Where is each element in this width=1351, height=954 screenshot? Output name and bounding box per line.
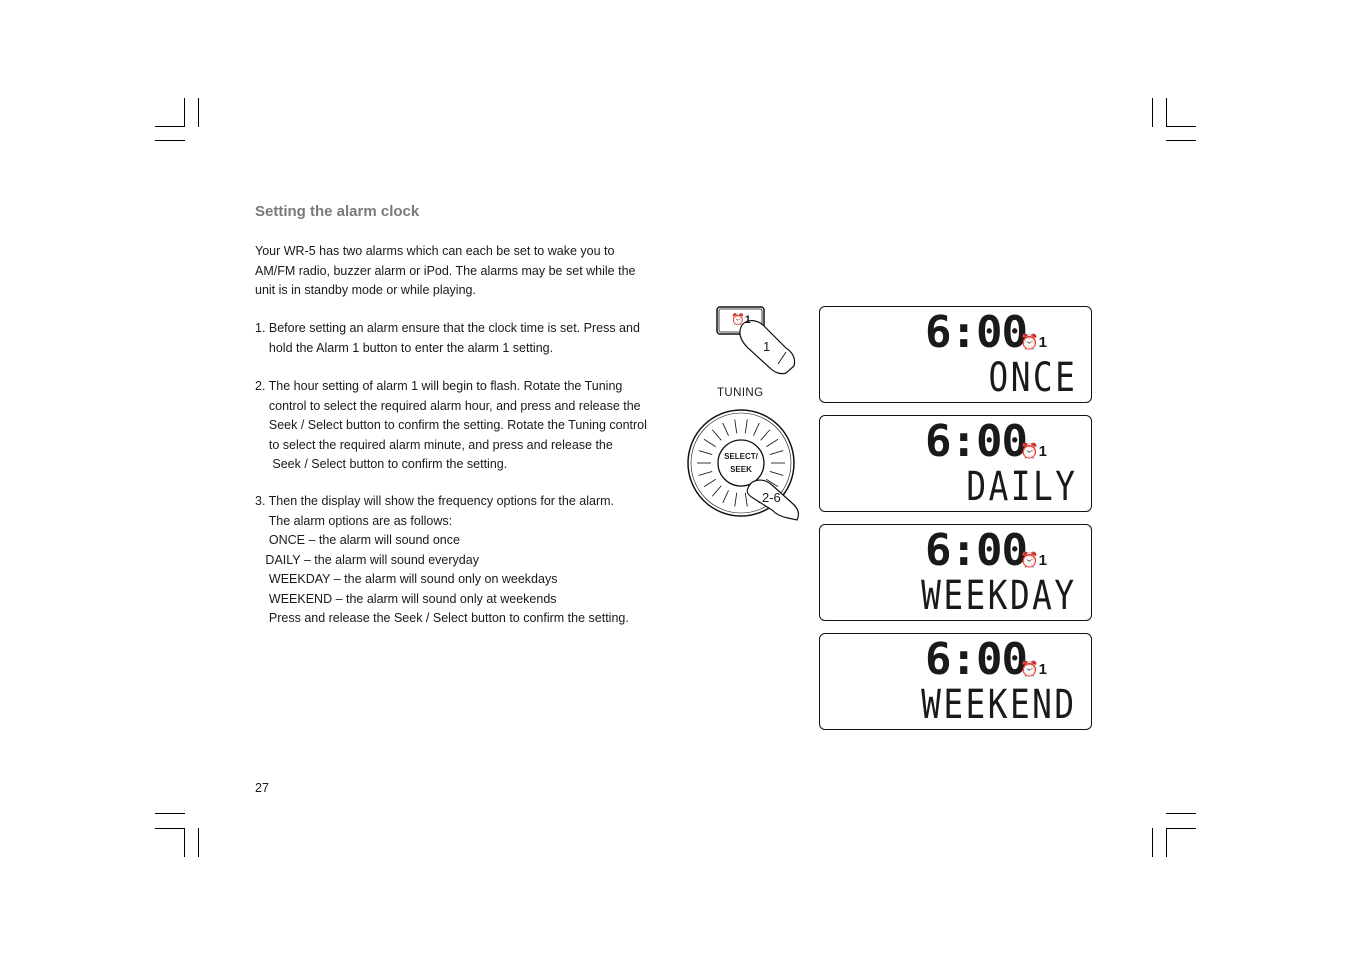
page-number: 27 — [255, 781, 269, 795]
lcd-display-once — [819, 306, 1092, 403]
step-3: 3. Then the display will show the frequency options for the alarm. The alarm options are as follows: ONCE – the alarm will sound once DAILY – the alarm will sound everyday WEEKDAY – the alarm will sound only on weekdays WEEKEND – the alarm will sound only at weekends Press and release the Seek / Select button to confirm the setting. — [255, 494, 629, 625]
step-1: 1. Before setting an alarm ensure that the clock time is set. Press and hold the Alarm 1 button to enter the alarm 1 setting. — [255, 321, 640, 355]
page-title: Setting the alarm clock — [255, 203, 420, 220]
tuning-label: TUNING — [717, 387, 764, 399]
intro-paragraph: Your WR-5 has two alarms which can each be set to wake you to AM/FM radio, buzzer alarm or iPod. The alarms may be set while the unit is in standby mode or while playing. — [255, 244, 636, 297]
select-seek-button — [718, 440, 764, 486]
step-marker-2-6: 2-6 — [762, 490, 781, 505]
alarm-1-indicator: ⏰1 — [1020, 443, 1048, 460]
lcd-mode: DAILY — [965, 464, 1077, 510]
step-marker-1: 1 — [763, 339, 771, 354]
step-2: 2. The hour setting of alarm 1 will begin to flash. Rotate the Tuning control to select the required alarm hour, and press and release the Seek / Select button to confirm the setting. Rotate the Tuning control to select the required alarm minute, and press and release the Seek / Select button to confirm the setting. — [255, 379, 647, 471]
select-label: SELECT/ — [724, 452, 758, 461]
lcd-display-weekend — [819, 633, 1092, 730]
seek-label: SEEK — [730, 465, 752, 474]
alarm-1-indicator: ⏰1 — [1020, 334, 1048, 351]
lcd-mode: WEEKDAY — [921, 573, 1077, 619]
lcd-display-daily — [819, 415, 1092, 512]
alarm-1-indicator: ⏰1 — [1020, 661, 1048, 678]
alarm-1-indicator: ⏰1 — [1020, 552, 1048, 569]
lcd-display-weekday — [819, 524, 1092, 621]
lcd-time: 6:00 — [925, 307, 1027, 358]
lcd-time: 6:00 — [925, 634, 1027, 685]
lcd-time: 6:00 — [925, 525, 1027, 576]
lcd-mode: WEEKEND — [921, 682, 1077, 728]
lcd-mode: ONCE — [988, 355, 1077, 401]
lcd-time: 6:00 — [925, 416, 1027, 467]
alarm-1-button-label: ⏰1 — [731, 314, 751, 326]
